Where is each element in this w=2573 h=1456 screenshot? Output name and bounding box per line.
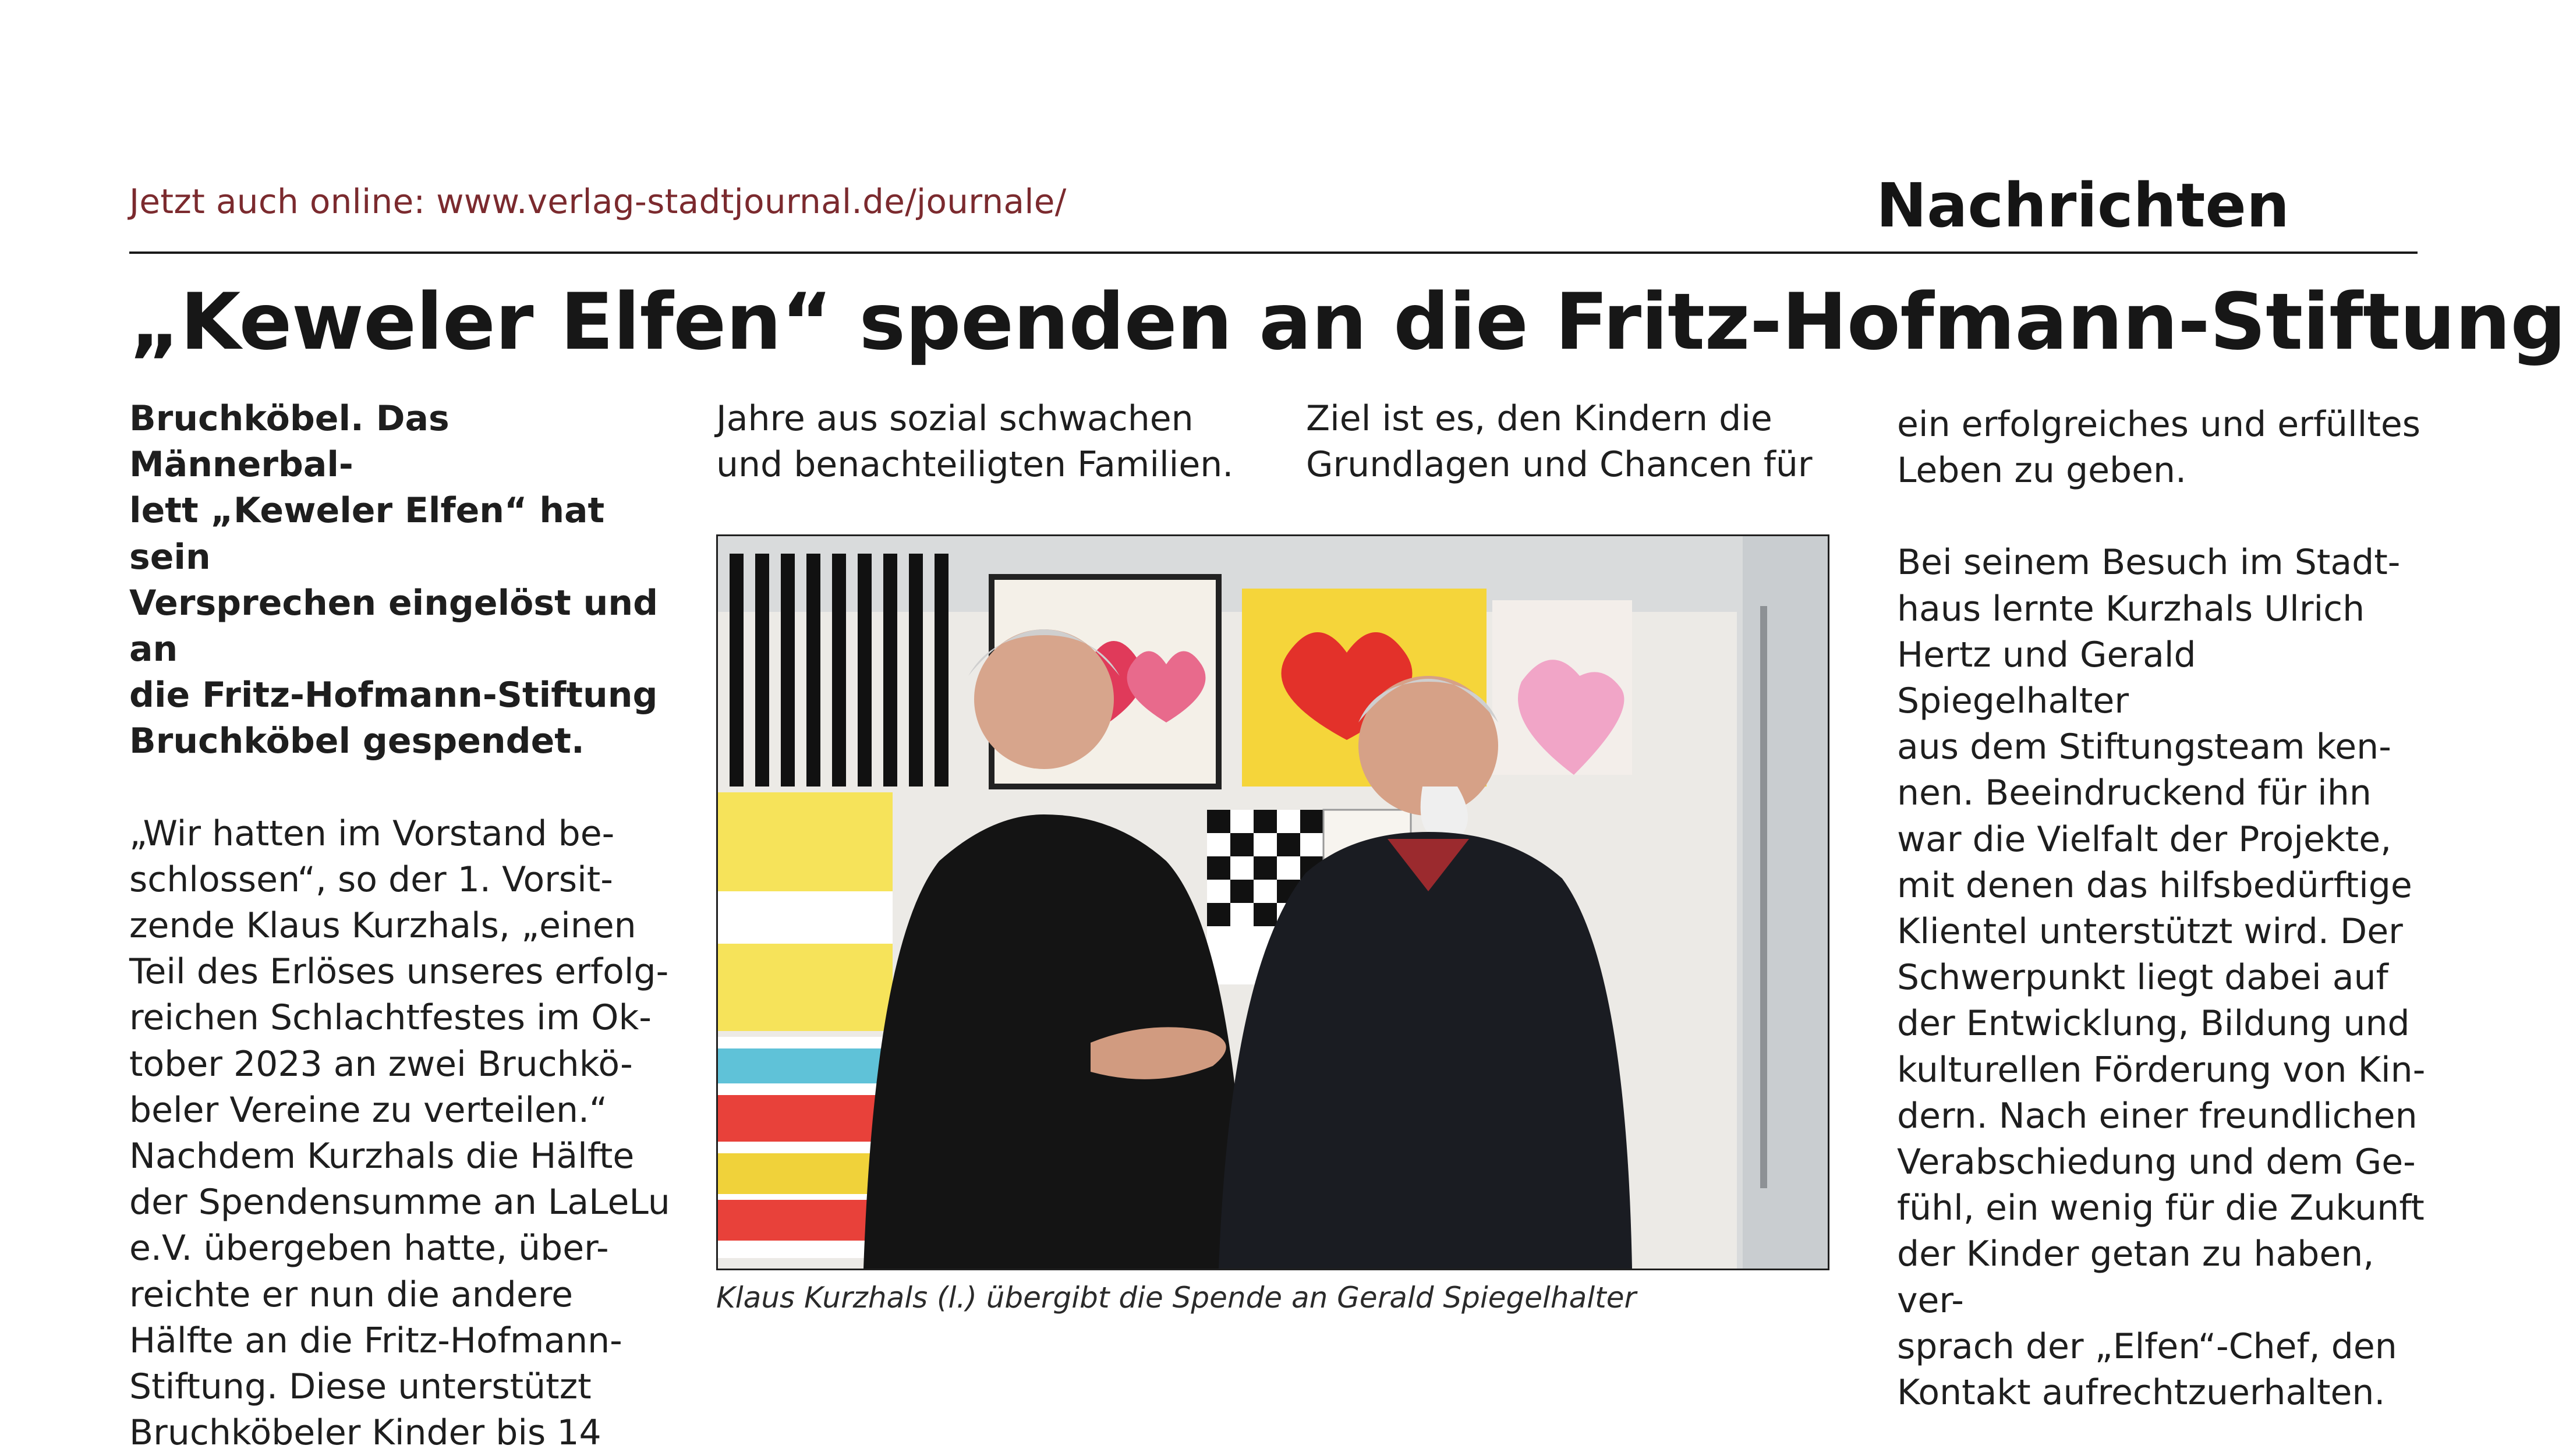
body-line: e.V. übergeben hatte, über- (129, 1228, 609, 1269)
body-line: war die Vielfalt der Projekte, (1897, 819, 2392, 860)
body-line: Hertz und Gerald Spiegelhalter (1897, 634, 2196, 722)
body-line: Leben zu geben. (1897, 450, 2187, 491)
body-line: Schwerpunkt liegt dabei auf (1897, 957, 2388, 998)
lead-line: die Fritz-Hofmann-Stiftung (129, 675, 658, 716)
body-line: Klientel unterstützt wird. Der (1897, 911, 2403, 952)
body-line: haus lernte Kurzhals Ulrich (1897, 588, 2365, 629)
body-line: kulturellen Förderung von Kin- (1897, 1049, 2426, 1090)
body-line: zende Klaus Kurzhals, „einen (129, 905, 636, 947)
lead-line: lett „Keweler Elfen“ hat sein (129, 490, 605, 578)
lead-line: Bruchköbel. Das Männerbal- (129, 398, 450, 486)
body-line: Grundlagen und Chancen für (1306, 444, 1813, 486)
body-line: sprach der „Elfen“-Chef, den (1897, 1326, 2397, 1367)
lead-line: Bruchköbel gespendet. (129, 721, 585, 762)
body-line: der Kinder getan zu haben, ver- (1897, 1234, 2374, 1321)
lead-line: Versprechen eingelöst und an (129, 582, 659, 670)
article-column-4 (1897, 402, 2438, 1416)
body-line: tober 2023 an zwei Bruchkö- (129, 1043, 633, 1085)
article-column-1 (129, 396, 682, 1456)
body-line: Hälfte an die Fritz-Hofmann- (129, 1320, 622, 1361)
body-line: Stiftung. Diese unterstützt (129, 1366, 592, 1408)
body-line: Ziel ist es, den Kindern die (1306, 398, 1772, 439)
section-label: Nachrichten (1876, 170, 2289, 241)
body-line: Kontakt aufrechtzuerhalten. (1897, 1372, 2386, 1414)
photo-caption: Klaus Kurzhals (l.) übergibt die Spende an Gerald Spiegelhalter (716, 1281, 1637, 1315)
body-line: der Entwicklung, Bildung und (1897, 1003, 2410, 1044)
body-line: beler Vereine zu verteilen.“ (129, 1089, 608, 1131)
article-column-3 (1306, 396, 1859, 488)
body-line: aus dem Stiftungsteam ken- (1897, 727, 2391, 768)
body-line: Jahre aus sozial schwachen (716, 398, 1194, 439)
article-column-2 (716, 396, 1269, 488)
body-line: dern. Nach einer freundlichen (1897, 1095, 2418, 1136)
article-headline: „Keweler Elfen“ spenden an die Fritz-Hofmann-Stiftung (129, 277, 2566, 367)
body-line: reichte er nun die andere (129, 1274, 574, 1315)
body-line: und benachteiligten Familien. (716, 444, 1234, 486)
body-line: mit denen das hilfsbedürftige (1897, 865, 2412, 906)
body-line: reichen Schlachtfestes im Ok- (129, 997, 652, 1039)
body-line: ein erfolgreiches und erfülltes (1897, 404, 2421, 445)
body-line: Teil des Erlöses unseres erfolg- (129, 951, 669, 993)
body-line: der Spendensumme an LaLeLu (129, 1182, 670, 1223)
body-line: Nachdem Kurzhals die Hälfte (129, 1136, 635, 1177)
article-photo (716, 534, 1829, 1270)
body-line: nen. Beeindruckend für ihn (1897, 773, 2372, 814)
body-line: fühl, ein wenig für die Zukunft (1897, 1188, 2425, 1229)
body-line: Verabschiedung und dem Ge- (1897, 1142, 2416, 1183)
body-line: Bruchköbeler Kinder bis 14 (129, 1412, 601, 1454)
body-line: schlossen“, so der 1. Vorsit- (129, 859, 613, 900)
body-line: Bei seinem Besuch im Stadt- (1897, 542, 2401, 583)
body-line: „Wir hatten im Vorstand be- (129, 813, 615, 854)
header-rule (129, 251, 2418, 254)
online-url-line: Jetzt auch online: www.verlag-stadtjournal.de/journale/ (129, 182, 1067, 221)
